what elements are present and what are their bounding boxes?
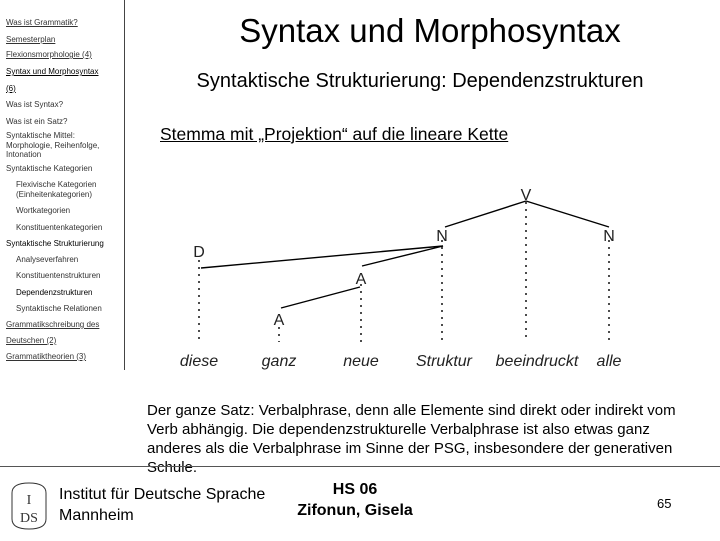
page-number: 65 bbox=[657, 496, 672, 511]
word-ganz: ganz bbox=[261, 353, 297, 370]
nav-item-konstituentenkategorien[interactable]: Konstituentenkategorien bbox=[16, 223, 103, 232]
nav-item-syntaktische-kategorien[interactable]: Syntaktische Kategorien bbox=[6, 164, 93, 173]
node-n2: N bbox=[603, 228, 615, 245]
slide-title: Syntax und Morphosyntax bbox=[239, 12, 621, 49]
author-name: Zifonun, Gisela bbox=[297, 502, 413, 519]
dependency-stemma-diagram bbox=[150, 180, 650, 380]
word-alle: alle bbox=[596, 353, 622, 370]
word-diese: diese bbox=[179, 353, 219, 370]
footer bbox=[0, 466, 720, 541]
nav-item-syntaktische-mittel[interactable]: Syntaktische Mittel: Morphologie, Reihenfolge, Intonation bbox=[6, 131, 100, 159]
word-neue: neue bbox=[343, 353, 379, 370]
stemma-heading: Stemma mit „Projektion“ auf die lineare Kette bbox=[160, 124, 509, 144]
nav-item-syntax-und-morphosyntax-count[interactable]: (6) bbox=[6, 84, 16, 93]
nav-item-was-ist-grammatik[interactable]: Was ist Grammatik? bbox=[6, 18, 78, 27]
nav-item-konstituentenstrukturen[interactable]: Konstituentenstrukturen bbox=[16, 271, 101, 280]
nav-item-syntaktische-strukturierung[interactable]: Syntaktische Strukturierung bbox=[6, 239, 104, 248]
nav-item-grammatiktheorien[interactable]: Grammatiktheorien (3) bbox=[6, 352, 87, 361]
nav-item-was-ist-ein-satz[interactable]: Was ist ein Satz? bbox=[6, 117, 68, 126]
edge-v-n2 bbox=[526, 201, 609, 227]
edge-a1-a2 bbox=[281, 287, 360, 308]
institute-line-2: Mannheim bbox=[59, 507, 134, 524]
course-info bbox=[290, 479, 420, 521]
nav-item-flexivische-kategorien[interactable]: Flexivische Kategorien (Einheitenkategorien) bbox=[16, 180, 97, 199]
nav-item-flexionsmorphologie[interactable]: Flexionsmorphologie (4) bbox=[6, 50, 92, 59]
word-struktur: Struktur bbox=[415, 353, 473, 370]
edge-v-n1 bbox=[445, 201, 526, 227]
nav-item-dependenzstrukturen[interactable]: Dependenzstrukturen bbox=[16, 288, 93, 297]
edge-n1-d bbox=[201, 246, 443, 268]
nav-item-was-ist-syntax[interactable]: Was ist Syntax? bbox=[6, 100, 64, 109]
nav-item-syntax-und-morphosyntax[interactable]: Syntax und Morphosyntax bbox=[6, 67, 99, 76]
slide-subtitle: Syntaktische Strukturierung: Dependenzstrukturen bbox=[196, 70, 644, 92]
node-d: D bbox=[193, 244, 205, 261]
nav-item-analyseverfahren[interactable]: Analyseverfahren bbox=[16, 255, 79, 264]
course-code: HS 06 bbox=[332, 481, 378, 498]
nav-item-grammatikschreibung-count[interactable]: Deutschen (2) bbox=[6, 336, 57, 345]
svg-text:I: I bbox=[26, 493, 32, 508]
nav-item-wortkategorien[interactable]: Wortkategorien bbox=[16, 206, 71, 215]
node-v: V bbox=[520, 187, 532, 204]
nav-item-semesterplan[interactable]: Semesterplan bbox=[6, 35, 56, 44]
institute-name bbox=[59, 484, 265, 526]
navigation-sidebar bbox=[0, 0, 125, 370]
node-a2: A bbox=[273, 312, 285, 329]
ids-logo-icon bbox=[8, 479, 50, 533]
node-a1: A bbox=[355, 271, 367, 288]
svg-text:DS: DS bbox=[20, 511, 38, 526]
node-n1: N bbox=[436, 228, 448, 245]
nav-item-grammatikschreibung[interactable]: Grammatikschreibung des bbox=[6, 320, 100, 329]
nav-item-syntaktische-relationen[interactable]: Syntaktische Relationen bbox=[16, 304, 102, 313]
word-beeindruckt: beeindruckt bbox=[495, 353, 579, 370]
slide-description: Der ganze Satz: Verbalphrase, denn alle Elemente sind direkt oder indirekt vom Verb abhängig. Die dependenzstrukturelle Verbalphrase ist also etwas ganz anderes als die Verbalphrase im Sinne der PSG, insbesondere der generativen Schule. bbox=[147, 402, 676, 476]
institute-line-1: Institut für Deutsche Sprache bbox=[59, 486, 266, 503]
